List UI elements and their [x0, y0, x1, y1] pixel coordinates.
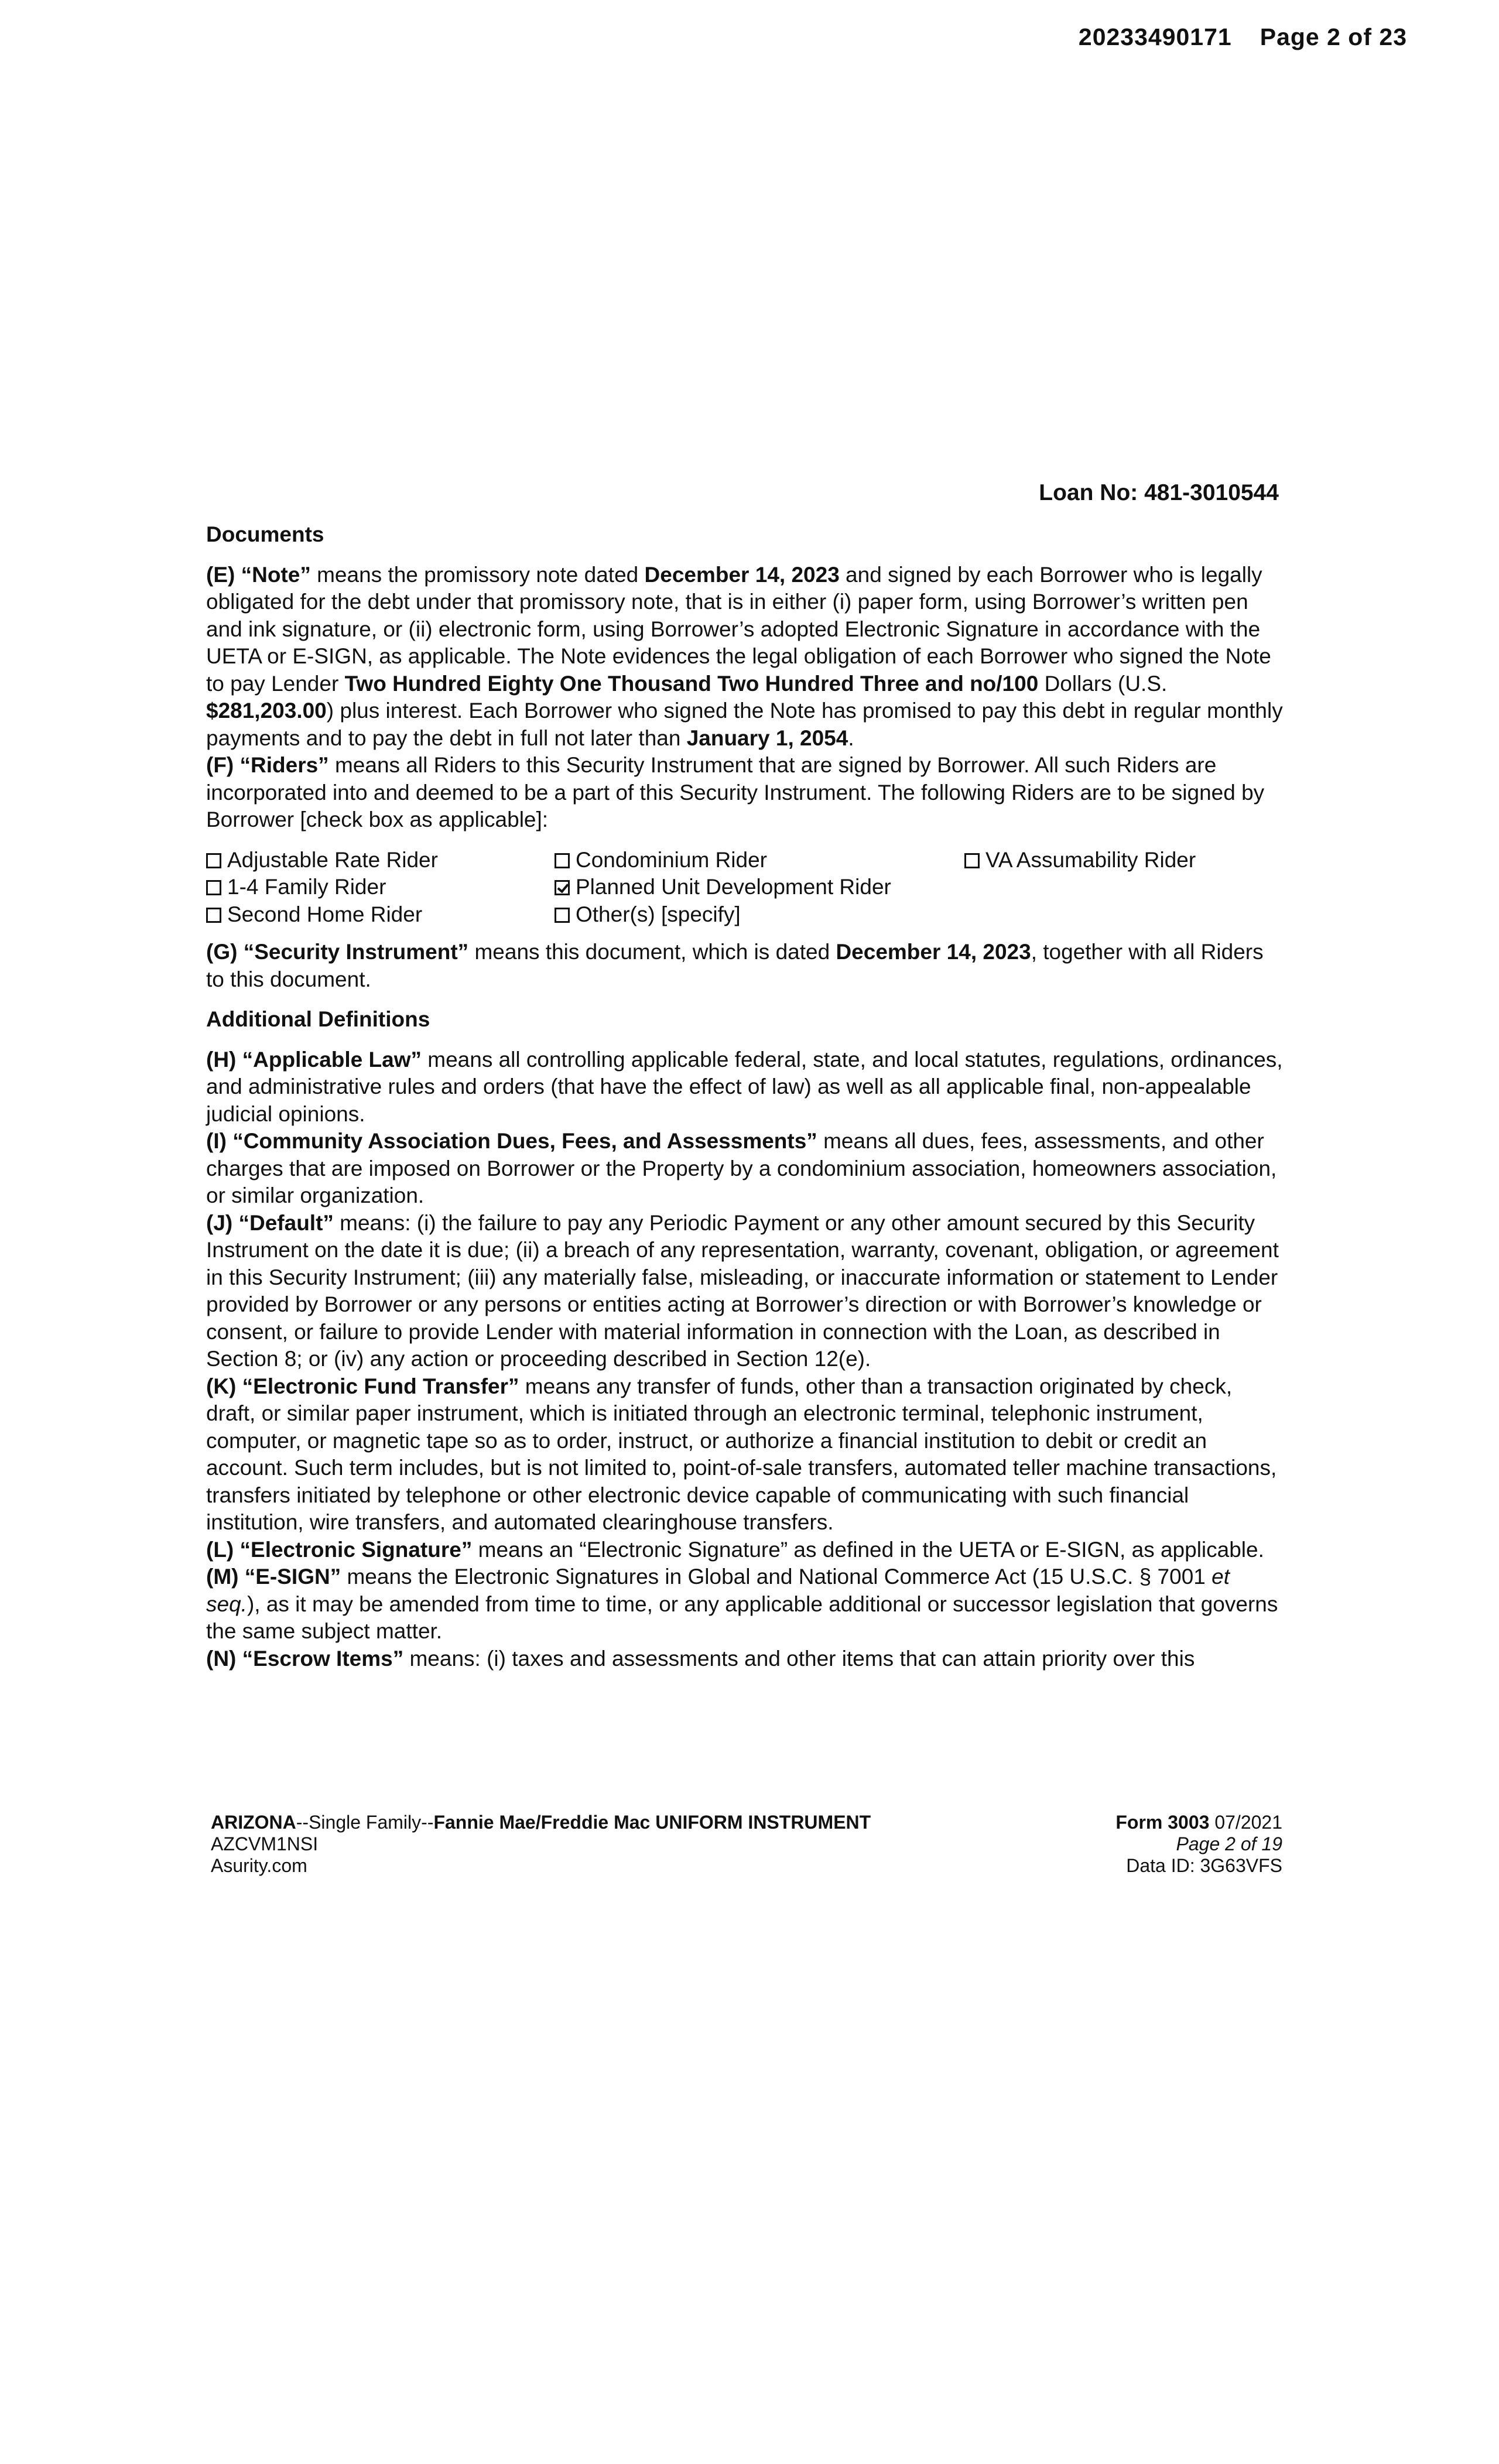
definition-applicable-law: (H) “Applicable Law” means all controlling applicable federal, state, and local statutes, regulations, ordinances, and administrative rules and orders (that have the effect of law) as well as all applicable final, non-appealable judicial opinions.: [206, 1047, 1283, 1126]
definition-e-sign: (M) “E-SIGN” means the Electronic Signatures in Global and National Commerce Act (15 U.S.C. § 7001 et seq.), as it may be amended from time to time, or any applicable additional or successor legislation that governs the same subject matter.: [206, 1565, 1278, 1643]
loan-number: Loan No: 481-3010544: [1039, 480, 1279, 505]
footer-site: Asurity.com: [211, 1855, 307, 1876]
footer-instrument-line: ARIZONA--Single Family--Fannie Mae/Freddie Mac UNIFORM INSTRUMENT: [211, 1812, 871, 1833]
checkbox-icon[interactable]: [555, 908, 570, 923]
rider-va-assumability[interactable]: VA Assumability Rider: [964, 847, 1284, 874]
page-count: Page 2 of 23: [1260, 23, 1407, 50]
document-number: 20233490171: [1078, 23, 1232, 50]
footer-data-id: Data ID: 3G63VFS: [1126, 1855, 1282, 1876]
definition-community-association: (I) “Community Association Dues, Fees, and Assessments” means all dues, fees, assessments, and other charges that are imposed on Borrower or the Property by a condominium association, homeowners association, or similar organization.: [206, 1129, 1277, 1207]
checked-checkbox-icon[interactable]: [555, 880, 570, 895]
definition-electronic-fund-transfer: (K) “Electronic Fund Transfer” means any transfer of funds, other than a transaction originated by check, draft, or similar paper instrument, which is initiated through an electronic terminal, telephonic instrument, computer, or magnetic tape so as to order, instruct, or authorize a financial institution to debit or credit an account. Such term includes, but is not limited to, point-of-sale transfers, automated teller machine transactions, transfers initiated by telephone or other electronic device capable of communicating with such financial institution, wire transfers, and automated clearinghouse transfers.: [206, 1374, 1277, 1534]
document-body: [206, 521, 1284, 1672]
definition-escrow-items: (N) “Escrow Items” means: (i) taxes and assessments and other items that can attain priority over this: [206, 1646, 1195, 1671]
recording-header: [1079, 23, 1407, 51]
footer-page: Page 2 of 19: [1176, 1833, 1282, 1854]
footer-form: Form 3003 07/2021: [1115, 1812, 1282, 1833]
rider-empty-cell: [964, 874, 1284, 901]
rider-condominium[interactable]: Condominium Rider: [555, 847, 964, 874]
checkbox-icon[interactable]: [206, 908, 221, 923]
definition-riders: (F) “Riders” means all Riders to this Security Instrument that are signed by Borrower. All such Riders are incorporated into and deemed to be a part of this Security Instrument. The following Riders are to be signed by Borrower [check box as applicable]:: [206, 753, 1265, 831]
definition-electronic-signature: (L) “Electronic Signature” means an “Electronic Signature” as defined in the UETA or E-SIGN, as applicable.: [206, 1537, 1264, 1562]
definition-note: (E) “Note” means the promissory note dated December 14, 2023 and signed by each Borrower who is legally obligated for the debt under that promissory note, that is in either (i) paper form, using Borrower’s written pen and ink signature, or (ii) electronic form, using Borrower’s adopted Electronic Signature in accordance with the UETA or E-SIGN, as applicable. The Note evidences the legal obligation of each Borrower who signed the Note to pay Lender Two Hundred Eighty One Thousand Two Hundred Three and no/100 Dollars (U.S. $281,203.00) plus interest. Each Borrower who signed the Note has promised to pay this debt in regular monthly payments and to pay the debt in full not later than January 1, 2054.: [206, 562, 1283, 750]
riders-checklist: [206, 847, 1284, 929]
footer-code: AZCVM1NSI: [211, 1833, 319, 1854]
checkbox-icon[interactable]: [206, 880, 221, 895]
checkbox-icon[interactable]: [555, 853, 570, 868]
footer-right: [1115, 1812, 1282, 1877]
rider-planned-unit-development[interactable]: Planned Unit Development Rider: [555, 874, 964, 901]
rider-second-home[interactable]: Second Home Rider: [206, 901, 555, 929]
rider-1-4-family[interactable]: 1-4 Family Rider: [206, 874, 555, 901]
definition-security-instrument: (G) “Security Instrument” means this document, which is dated December 14, 2023, together with all Riders to this document.: [206, 940, 1264, 991]
rider-adjustable-rate[interactable]: Adjustable Rate Rider: [206, 847, 555, 874]
checkbox-icon[interactable]: [206, 853, 221, 868]
definition-default: (J) “Default” means: (i) the failure to pay any Periodic Payment or any other amount secured by this Security Instrument on the date it is due; (ii) a breach of any representation, warranty, covenant, obligation, or agreement in this Security Instrument; (iii) any materially false, misleading, or inaccurate information or statement to Lender provided by Borrower or any persons or entities acting at Borrower’s direction or with Borrower’s knowledge or consent, or failure to provide Lender with material information in connection with the Loan, as described in Section 8; or (iv) any action or proceeding described in Section 12(e).: [206, 1210, 1279, 1371]
page-footer: [211, 1812, 1282, 1877]
rider-other[interactable]: Other(s) [specify]: [555, 901, 964, 929]
documents-heading: Documents: [206, 522, 324, 546]
checkbox-icon[interactable]: [964, 853, 980, 868]
additional-definitions-heading: Additional Definitions: [206, 1007, 430, 1031]
